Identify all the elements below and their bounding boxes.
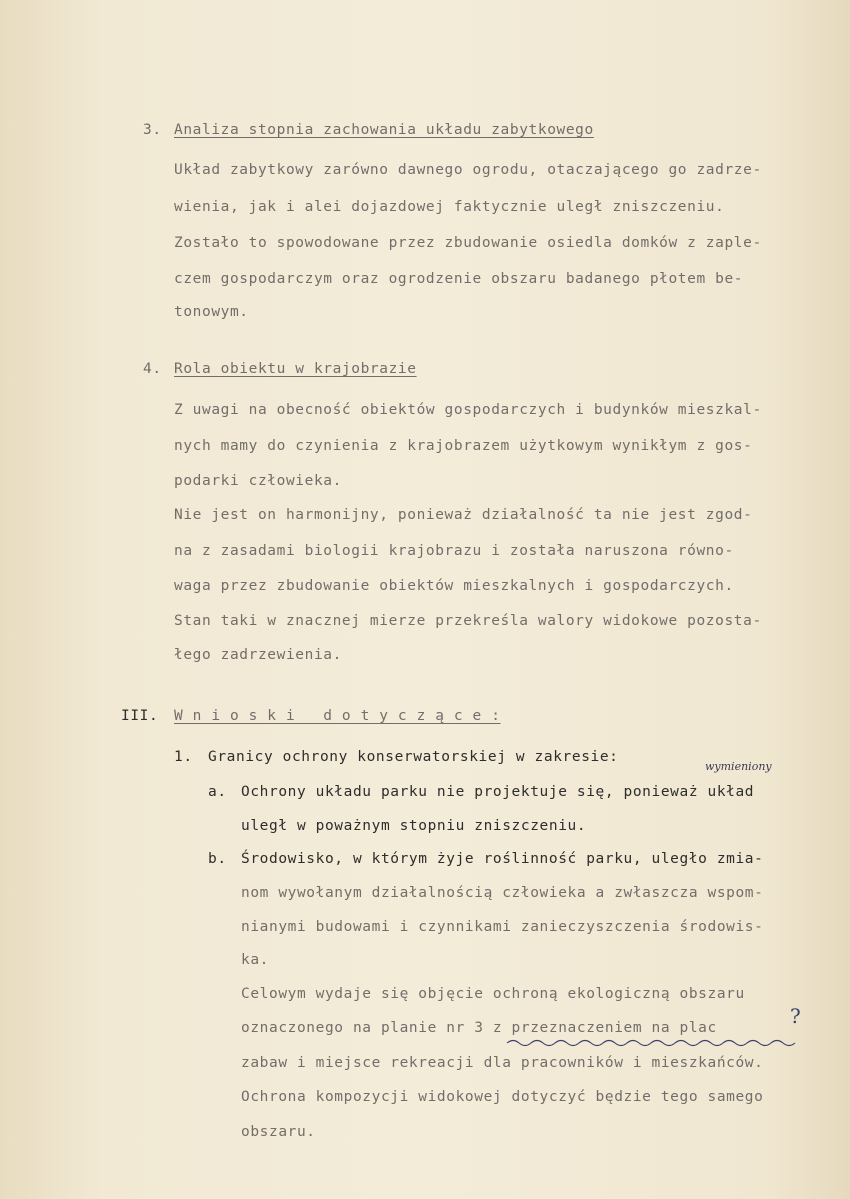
section-3-line-4: czem gospodarczym oraz ogrodzenie obszaru badanego płotem be-: [174, 271, 744, 287]
item-1-text: Granicy ochrony konserwatorskiej w zakresie:: [208, 749, 619, 765]
section-4-line-4: Nie jest on harmonijny, ponieważ działalność ta nie jest zgod-: [174, 507, 753, 523]
item-b-letter: b.: [208, 851, 227, 867]
section-4-line-8: łego zadrzewienia.: [174, 647, 342, 663]
section-4-line-2: nych mamy do czynienia z krajobrazem użytkowym wynikłym z gos-: [174, 438, 753, 454]
item-b-line-4: ka.: [241, 952, 269, 968]
item-a-line-2: uległ w poważnym stopniu zniszczeniu.: [241, 818, 587, 834]
section-III-number: III.: [121, 708, 159, 724]
section-3-line-3: Zostało to spowodowane przez zbudowanie osiedla domków z zaple-: [174, 235, 762, 251]
section-3-line-2: wienia, jak i alei dojazdowej faktycznie uległ zniszczeniu.: [174, 199, 725, 215]
section-III-heading: W n i o s k i d o t y c z ą c e :: [174, 708, 501, 724]
handwritten-correction: wymieniony: [705, 760, 772, 773]
section-3-line-1: Układ zabytkowy zarówno dawnego ogrodu, otaczającego go zadrze-: [174, 162, 762, 178]
section-4-line-7: Stan taki w znacznej mierze przekreśla walory widokowe pozosta-: [174, 613, 762, 629]
item-1-number: 1.: [174, 749, 193, 765]
item-b-line-2: nom wywołanym działalnością człowieka a zwłaszcza wspom-: [241, 885, 764, 901]
section-4-line-3: podarki człowieka.: [174, 473, 342, 489]
item-b-line-3: nianymi budowami i czynnikami zanieczyszczenia środowis-: [241, 919, 764, 935]
handwritten-wavy-underline: [505, 1036, 805, 1050]
item-b-line-1: Środowisko, w którym żyje roślinność parku, uległo zmia-: [241, 851, 764, 867]
section-4-line-1: Z uwagi na obecność obiektów gospodarczych i budynków mieszkal-: [174, 402, 762, 418]
item-b-line-6: oznaczonego na planie nr 3 z przeznaczeniem na plac: [241, 1020, 717, 1036]
section-3-number: 3.: [143, 122, 162, 138]
item-b-line-7: zabaw i miejsce rekreacji dla pracowników i mieszkańców.: [241, 1055, 764, 1071]
section-3-line-5: tonowym.: [174, 304, 249, 320]
section-4-number: 4.: [143, 361, 162, 377]
item-b-line-5: Celowym wydaje się objęcie ochroną ekologiczną obszaru: [241, 986, 745, 1002]
section-4-line-5: na z zasadami biologii krajobrazu i została naruszona równo-: [174, 543, 734, 559]
handwritten-question-mark: ?: [790, 1004, 801, 1028]
item-b-line-8: Ochrona kompozycji widokowej dotyczyć będzie tego samego: [241, 1089, 764, 1105]
item-a-letter: a.: [208, 784, 227, 800]
section-4-heading: Rola obiektu w krajobrazie: [174, 361, 417, 377]
item-b-line-9: obszaru.: [241, 1124, 316, 1140]
section-3-heading: Analiza stopnia zachowania układu zabytkowego: [174, 122, 594, 138]
section-4-line-6: waga przez zbudowanie obiektów mieszkalnych i gospodarczych.: [174, 578, 734, 594]
item-a-line-1: Ochrony układu parku nie projektuje się, ponieważ układ: [241, 784, 755, 800]
